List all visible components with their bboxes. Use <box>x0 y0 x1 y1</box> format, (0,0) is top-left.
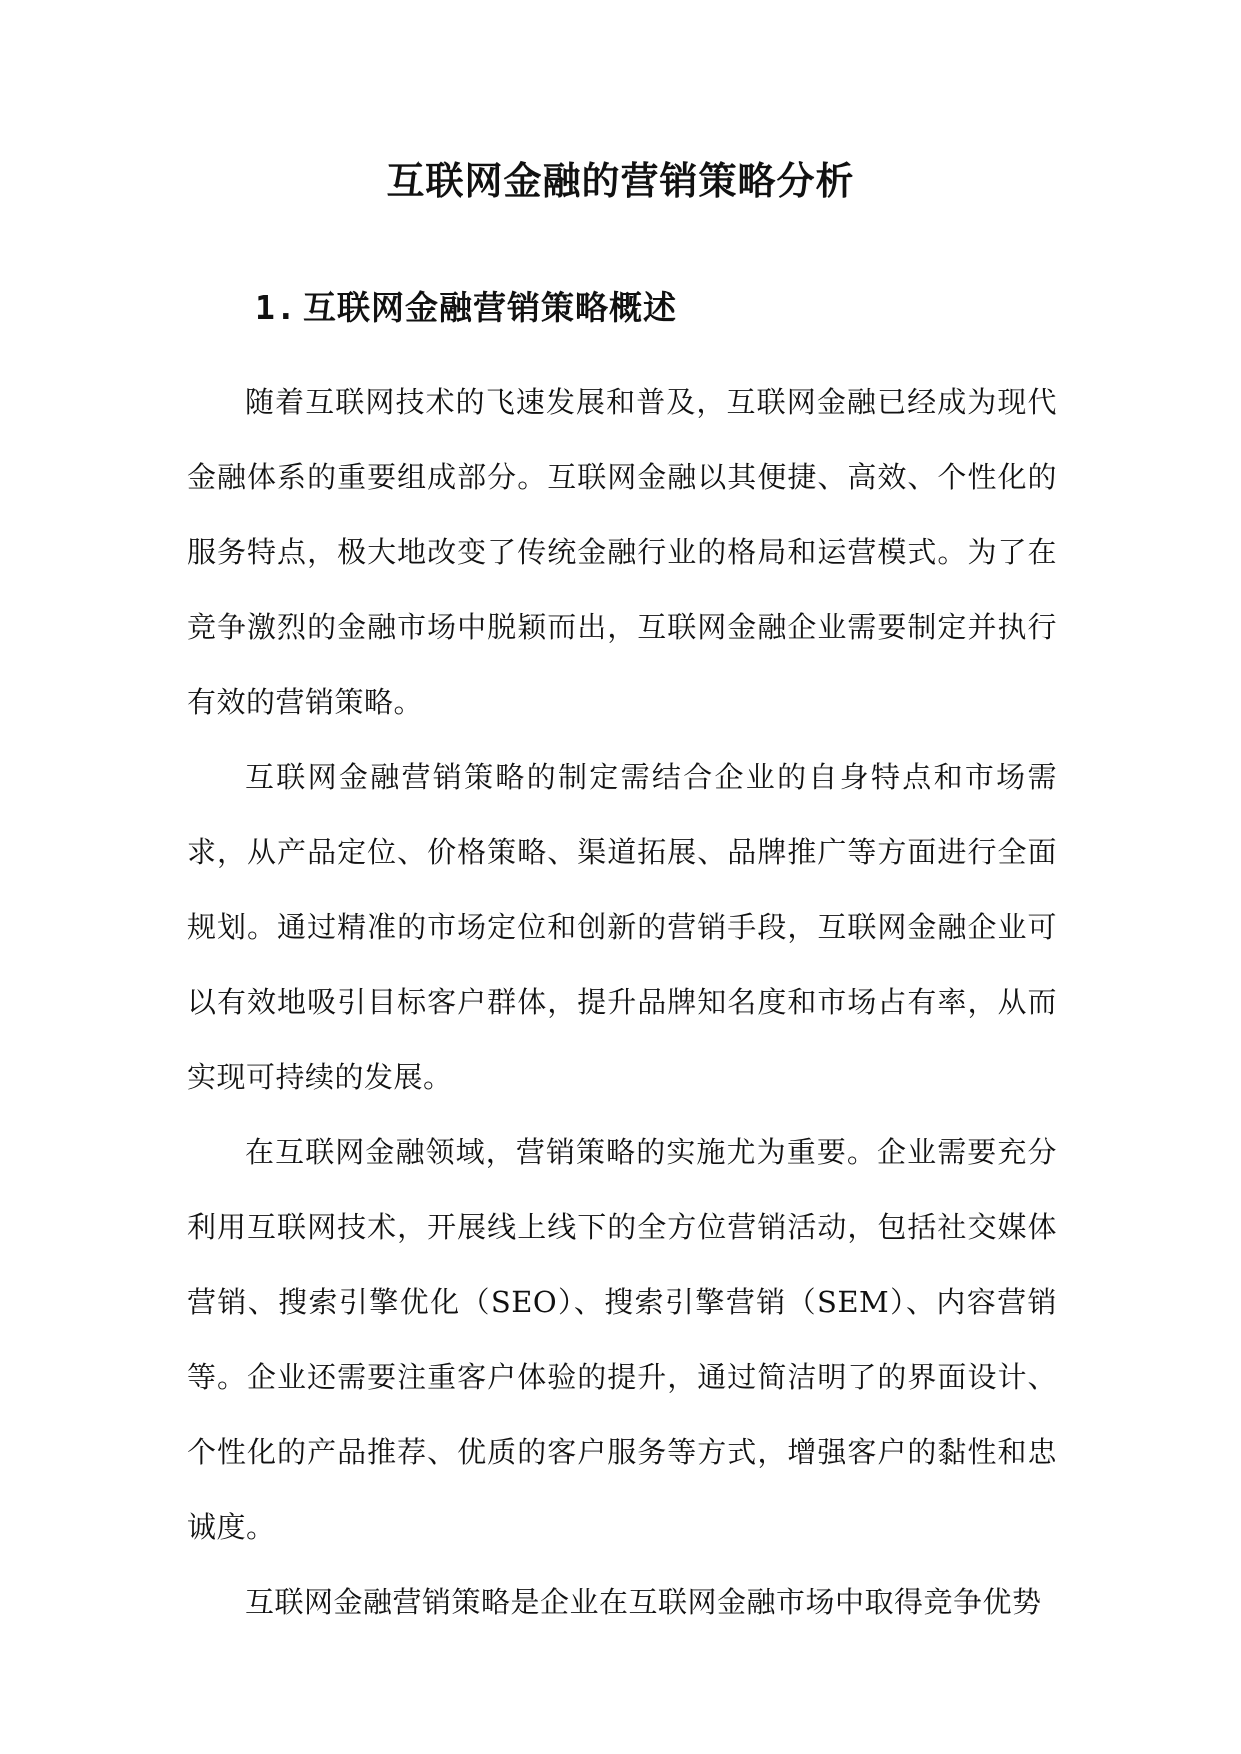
paragraph: 互联网金融营销策略是企业在互联网金融市场中取得竞争优势 <box>245 1585 1042 1619</box>
paragraph: 互联网金融营销策略的制定需结合企业的自身特点和市场需求，从产品定位、价格策略、渠道拓展、品牌推广等方面进行全面规划。通过精准的市场定位和创新的营销手段，互联网金融企业可以有效地吸引目标客户群体，提升品牌知名度和市场占有率，从而实现可持续的发展。 <box>187 760 1057 1094</box>
body-text <box>187 365 1057 1640</box>
paragraph: 随着互联网技术的飞速发展和普及，互联网金融已经成为现代金融体系的重要组成部分。互联网金融以其便捷、高效、个性化的服务特点，极大地改变了传统金融行业的格局和运营模式。为了在竞争激烈的金融市场中脱颖而出，互联网金融企业需要制定并执行有效的营销策略。 <box>187 385 1057 719</box>
document-title: 互联网金融的营销策略分析 <box>386 158 855 203</box>
section-heading-text: 互联网金融营销策略概述 <box>303 288 677 327</box>
paragraph: 在互联网金融领域，营销策略的实施尤为重要。企业需要充分利用互联网技术，开展线上线下的全方位营销活动，包括社交媒体营销、搜索引擎优化（SEO）、搜索引擎营销（SEM）、内容营销等。企业还需要注重客户体验的提升，通过简洁明了的界面设计、个性化的产品推荐、优质的客户服务等方式，增强客户的黏性和忠诚度。 <box>187 1135 1057 1544</box>
section-heading <box>255 282 677 329</box>
section-number: 1. <box>255 288 297 327</box>
